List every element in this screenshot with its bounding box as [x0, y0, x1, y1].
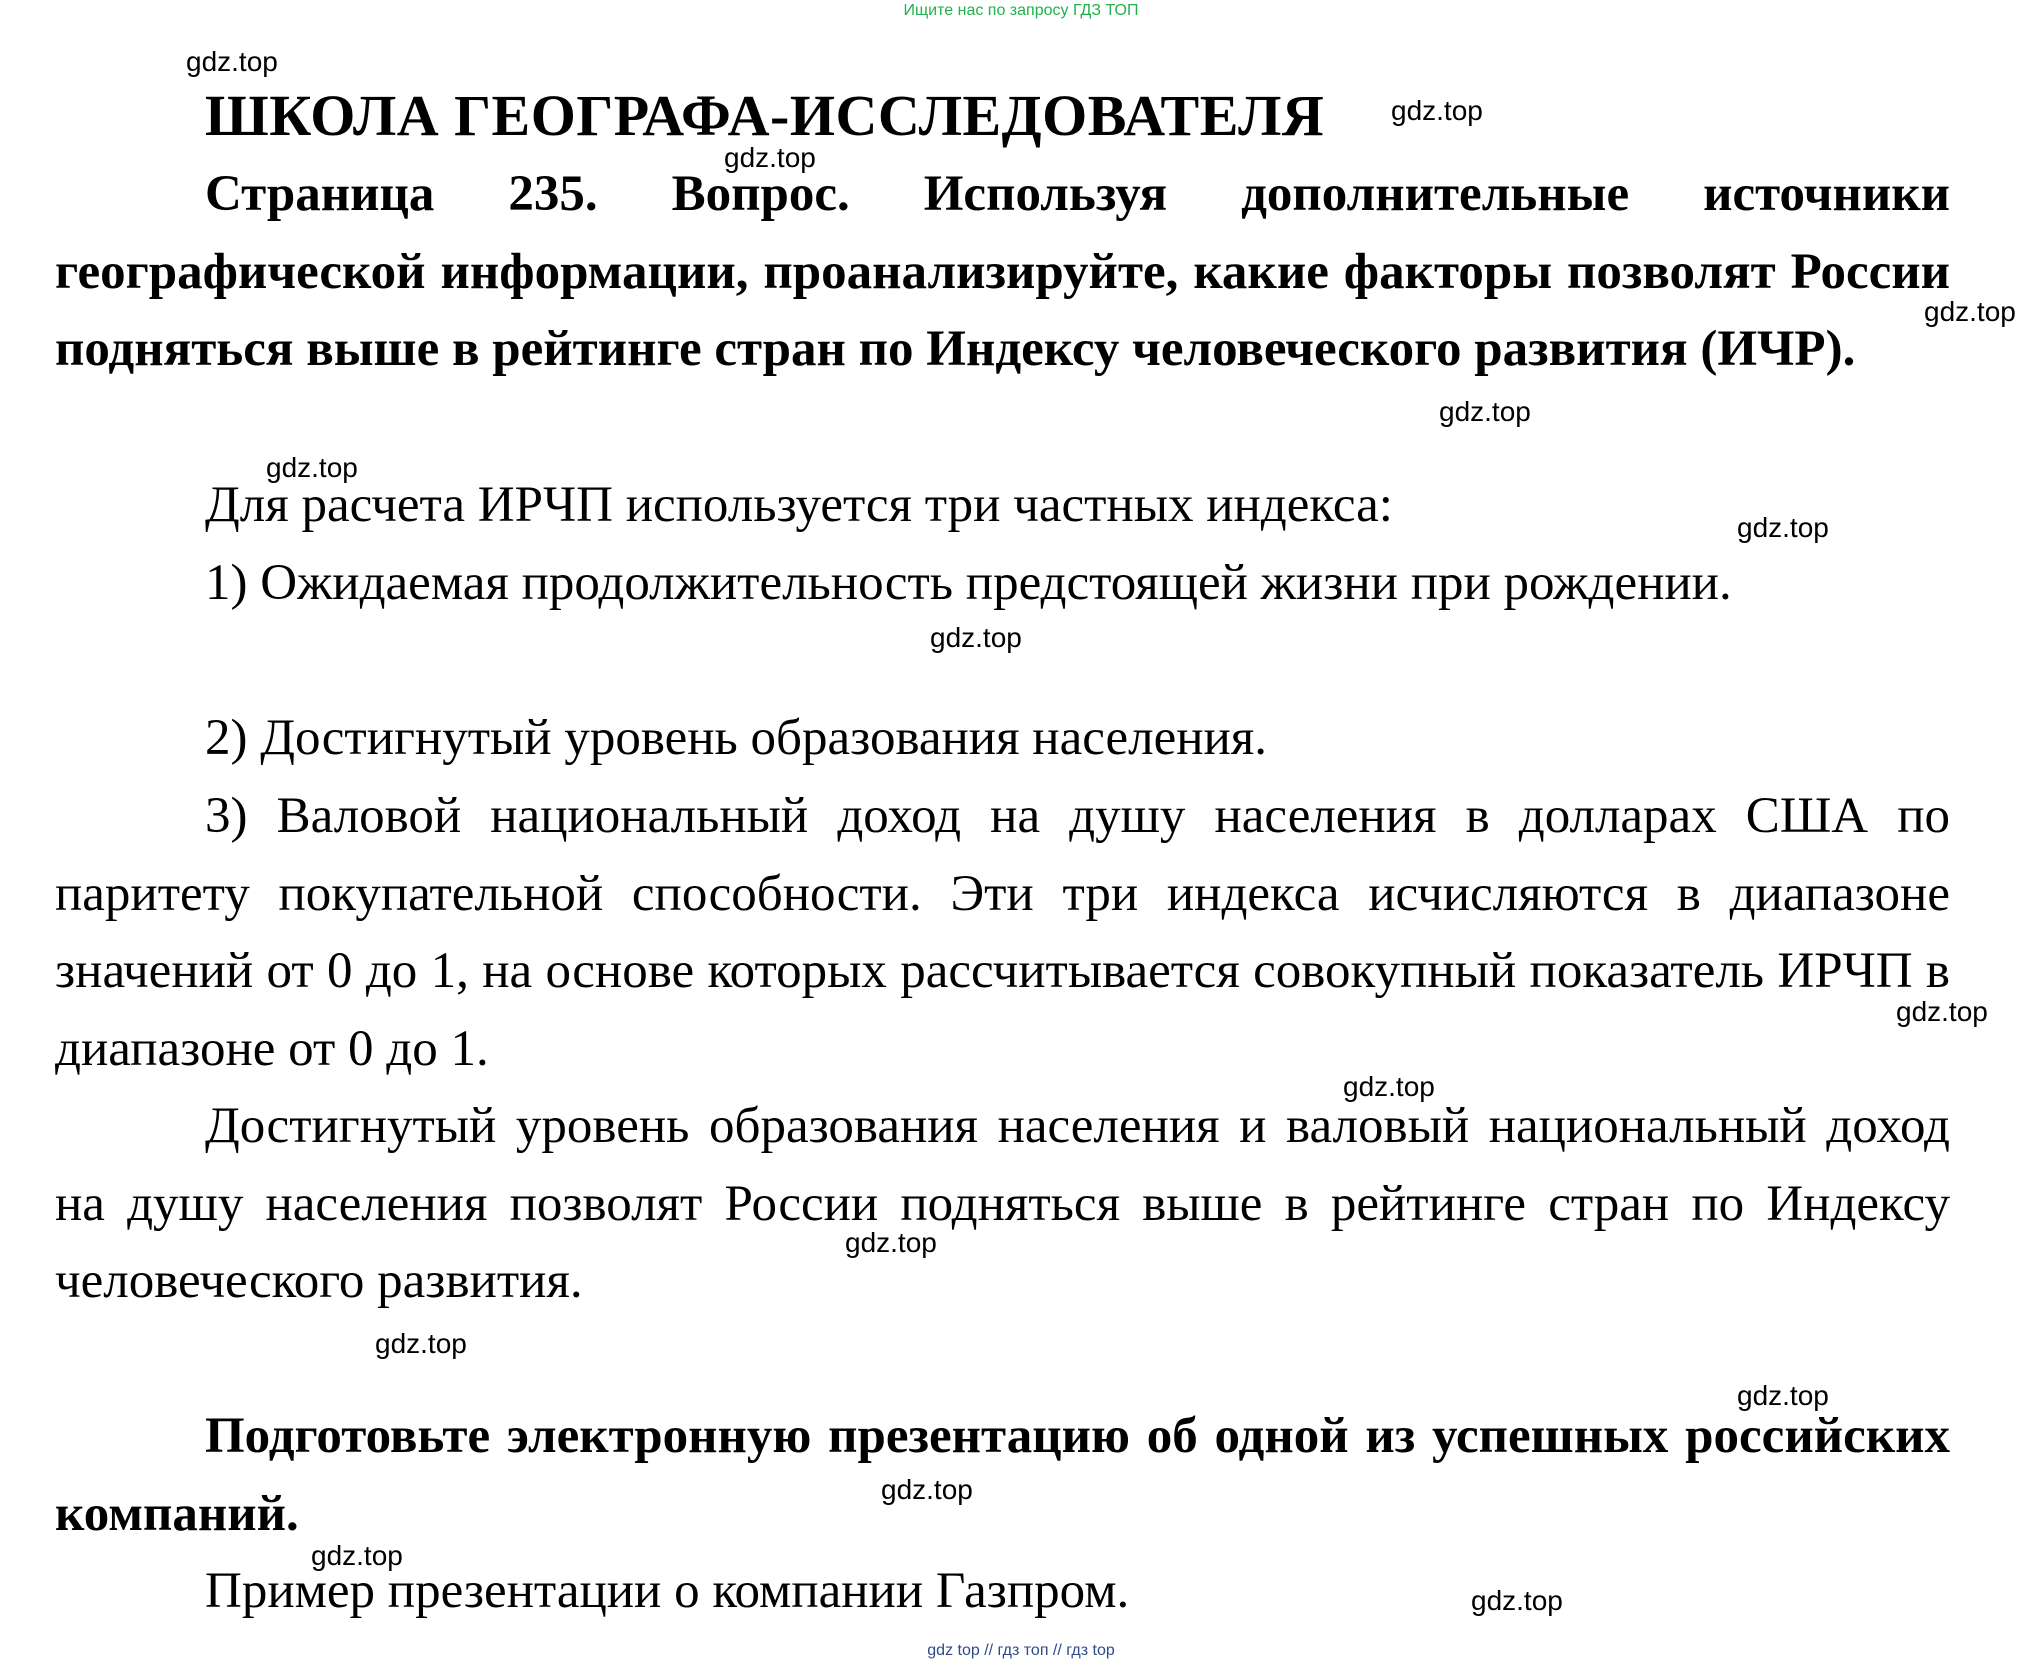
watermark: gdz.top: [1924, 296, 2016, 327]
watermark: gdz.top: [724, 142, 816, 173]
top-banner[interactable]: Ищите нас по запросу ГДЗ ТОП: [903, 2, 1139, 19]
task-paragraph: Подготовьте электронную презентацию об одной из успешных российских компаний.: [55, 1408, 1950, 1542]
watermark: gdz.top: [266, 452, 358, 483]
list-item: 2) Достигнутый уровень образования населения.: [205, 710, 1268, 766]
watermark: gdz.top: [845, 1227, 937, 1258]
task-answer: Пример презентации о компании Газпром.: [205, 1563, 1130, 1619]
answer-intro: Для расчета ИРЧП используется три частных индекса:: [205, 477, 1393, 533]
bottom-banner[interactable]: gdz top // гдз топ // гдз top: [927, 1642, 1115, 1659]
conclusion-paragraph: Достигнутый уровень образования населения и валовый национальный доход на душу населения позволят России подняться выше в рейтинге стран по Индексу человеческого развития.: [55, 1098, 1950, 1309]
list-item: 1) Ожидаемая продолжительность предстоящей жизни при рождении.: [205, 555, 1732, 611]
watermark: gdz.top: [1471, 1585, 1563, 1616]
question-paragraph: Страница 235. Вопрос. Используя дополнительные источники географической информации, проанализируйте, какие факторы позволят России подняться выше в рейтинге стран по Индексу человеческого развития (ИЧР).: [55, 166, 1950, 377]
watermark: gdz.top: [930, 622, 1022, 653]
watermark: gdz.top: [375, 1328, 467, 1359]
section-heading: ШКОЛА ГЕОГРАФА-ИССЛЕДОВАТЕЛЯ: [205, 83, 1325, 148]
watermark: gdz.top: [1737, 512, 1829, 543]
watermark: gdz.top: [1391, 95, 1483, 126]
list-item: 3) Валовой национальный доход на душу населения в долларах США по паритету покупательной способности. Эти три индекса исчисляются в диапазоне значений от 0 до 1, на основе которых рассчитывается совокупный показатель ИРЧП в диапазоне от 0 до 1.: [55, 788, 1950, 1077]
watermark: gdz.top: [1343, 1071, 1435, 1102]
watermark: gdz.top: [881, 1474, 973, 1505]
watermark: gdz.top: [311, 1540, 403, 1571]
watermark: gdz.top: [186, 46, 278, 77]
watermark: gdz.top: [1737, 1380, 1829, 1411]
watermark: gdz.top: [1896, 996, 1988, 1027]
document-page: [55, 0, 1950, 1664]
watermark: gdz.top: [1439, 396, 1531, 427]
